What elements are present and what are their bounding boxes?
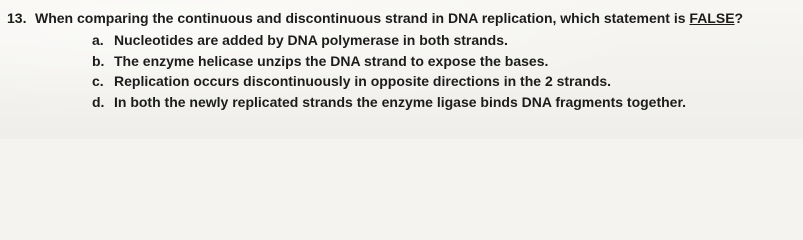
question-stem (7, 9, 797, 27)
option-text: The enzyme helicase unzips the DNA strand to expose the bases. (114, 52, 549, 69)
question-emphasis-word: FALSE (689, 10, 735, 26)
option-letter: c. (92, 73, 104, 89)
answer-option-a (92, 30, 797, 51)
question-13 (7, 9, 797, 112)
option-letter: a. (92, 32, 104, 48)
option-letter: d. (92, 93, 105, 110)
answer-option-c (92, 71, 797, 92)
answer-option-b (92, 51, 797, 72)
answer-option-d (92, 92, 797, 113)
option-letter: b. (92, 52, 105, 69)
answer-options (7, 30, 797, 112)
question-stem-text: When comparing the continuous and discontinuous strand in DNA replication, which statement is (35, 10, 690, 26)
option-text: Nucleotides are added by DNA polymerase in both strands. (114, 32, 508, 48)
option-text: Replication occurs discontinuously in opposite directions in the 2 strands. (114, 73, 612, 89)
option-text: In both the newly replicated strands the enzyme ligase binds DNA fragments together. (114, 93, 687, 110)
question-stem-end: ? (734, 10, 744, 26)
question-number: 13. (7, 10, 27, 26)
